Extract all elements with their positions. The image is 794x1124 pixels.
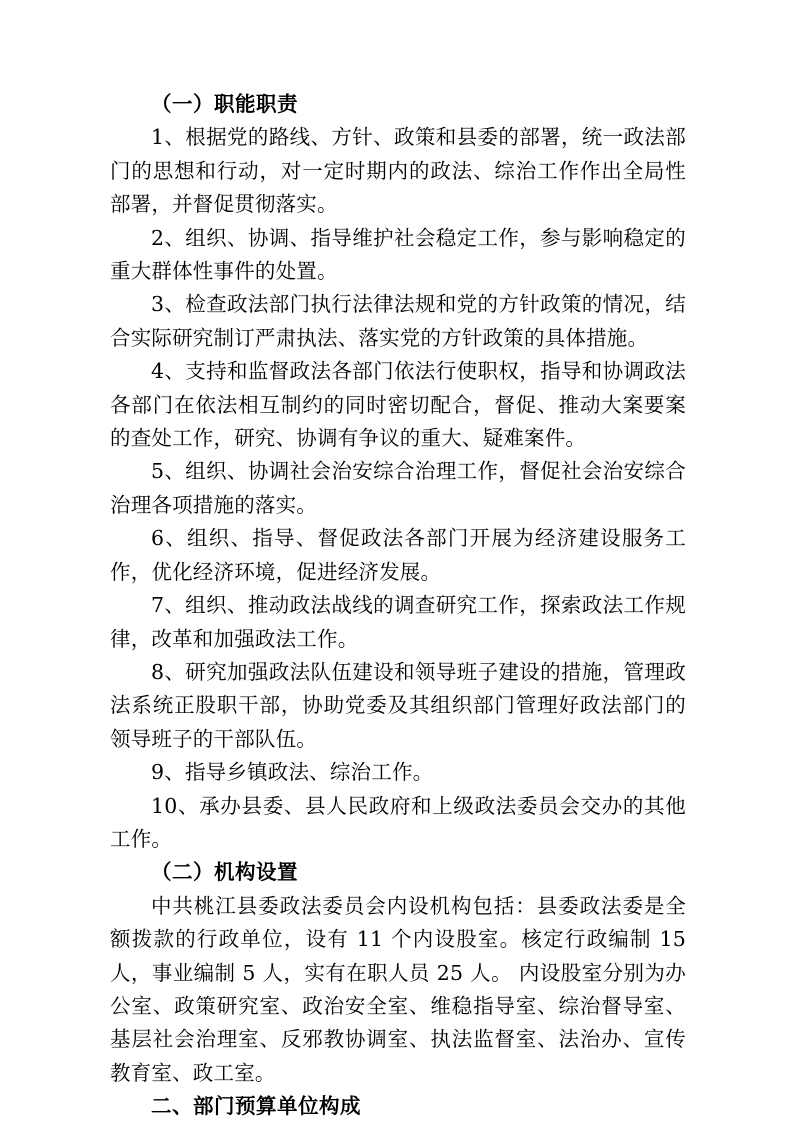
- document-body: [110, 88, 686, 1124]
- paragraph-item-6: 6、组织、指导、督促政法各部门开展为经济建设服务工作，优化经济环境，促进经济发展。: [110, 526, 686, 584]
- paragraph-item-2: 2、组织、协调、指导维护社会稳定工作，参与影响稳定的重大群体性事件的处置。: [110, 225, 686, 284]
- heading-budget-units: 二、部门预算单位构成: [151, 1094, 361, 1119]
- paragraph-item-7: 7、组织、推动政法战线的调查研究工作，探索政法工作规律，改革和加强政法工作。: [110, 593, 686, 651]
- heading-organization: （二）机构设置: [151, 860, 298, 885]
- paragraph-organization-detail: 中共桃江县委政法委员会内设机构包括：县委政法委是全额拨款的行政单位，设有 11 个内设股室。核定行政编制 15 人，事业编制 5 人，实有在职人员 25 人。 内设股室分别为办公室、政策研究室、政治安全室、维稳指导室、综治督导室、基层社会治理室、反邪教协调室、执法监督室、法治办、宣传教育室、政工室。: [110, 893, 686, 1085]
- paragraph-item-9: 9、指导乡镇政法、综治工作。: [151, 760, 434, 785]
- paragraph-item-8: 8、研究加强政法队伍建设和领导班子建设的措施，管理政法系统正股职干部，协助党委及其组织部门管理好政法部门的领导班子的干部队伍。: [110, 659, 686, 751]
- paragraph-item-4: 4、支持和监督政法各部门依法行使职权，指导和协调政法各部门在依法相互制约的同时密切配合，督促、推动大案要案的查处工作，研究、协调有争议的重大、疑难案件。: [110, 359, 686, 451]
- paragraph-item-3: 3、检查政法部门执行法律法规和党的方针政策的情况，结合实际研究制订严肃执法、落实党的方针政策的具体措施。: [110, 292, 686, 350]
- heading-functions: （一）职能职责: [151, 92, 298, 116]
- paragraph-item-5: 5、组织、协调社会治安综合治理工作，督促社会治安综合治理各项措施的落实。: [110, 459, 686, 517]
- paragraph-item-1: 1、根据党的路线、方针、政策和县委的部署，统一政法部门的思想和行动，对一定时期内的政法、综治工作作出全局性部署，并督促贯彻落实。: [110, 125, 686, 217]
- paragraph-item-10: 10、承办县委、县人民政府和上级政法委员会交办的其他工作。: [110, 793, 686, 851]
